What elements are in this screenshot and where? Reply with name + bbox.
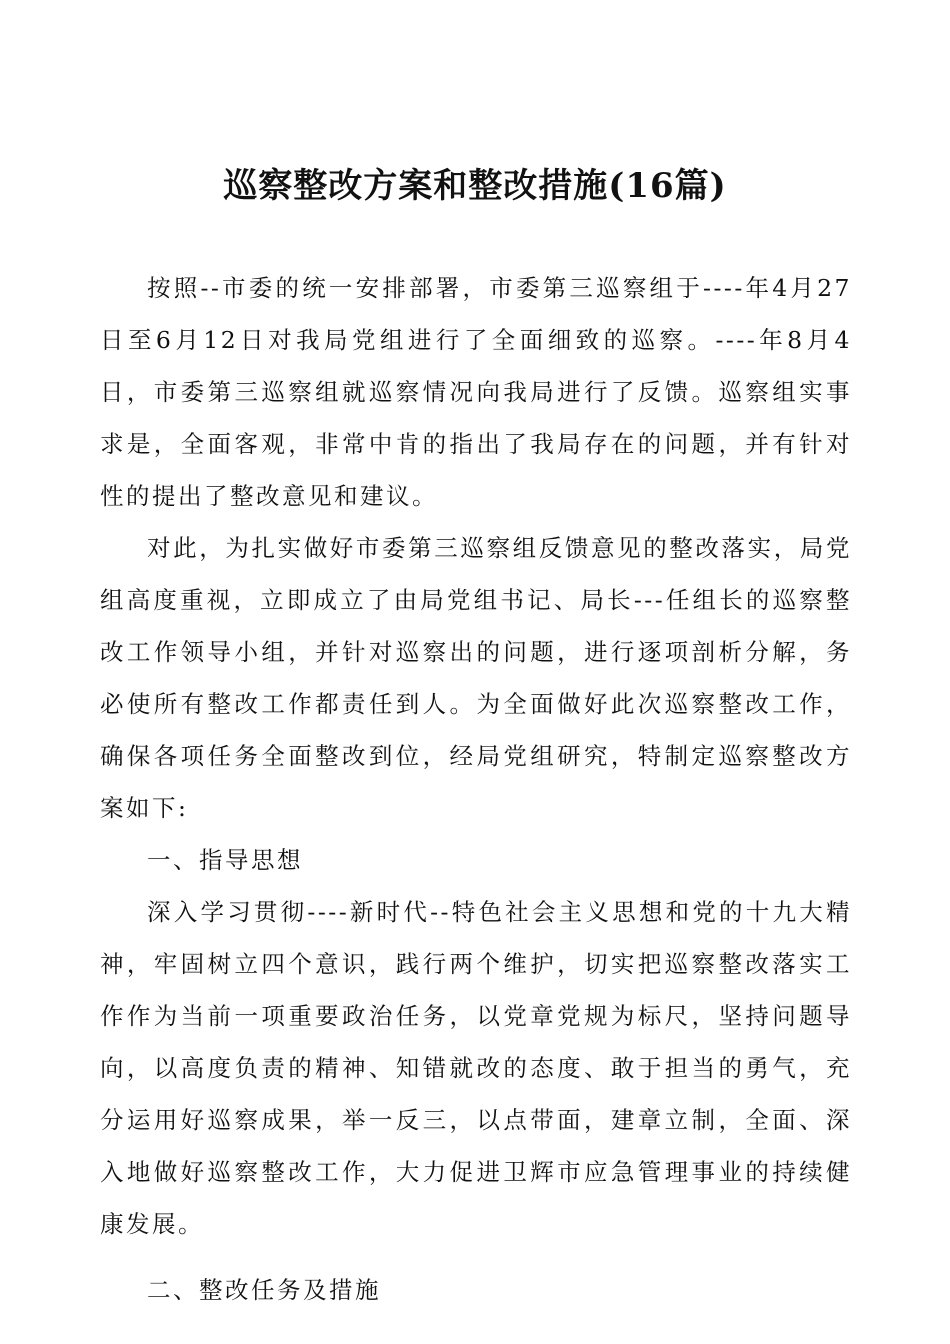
paragraph-guiding-ideology: 深入学习贯彻----新时代--特色社会主义思想和党的十九大精神，牢固树立四个意识，践行两个维护，切实把巡察整改落实工作作为当前一项重要政治任务，以党章党规为标尺，坚持问题导向，以高度负责的精神、知错就改的态度、敢于担当的勇气，充分运用好巡察成果，举一反三，以点带面，建章立制，全面、深入地做好巡察整改工作，大力促进卫辉市应急管理事业的持续健康发展。 xyxy=(100,898,852,1238)
document-title: 巡察整改方案和整改措施(16篇) xyxy=(223,166,727,206)
paragraph-response: 对此，为扎实做好市委第三巡察组反馈意见的整改落实，局党组高度重视，立即成立了由局党组书记、局长---任组长的巡察整改工作领导小组，并针对巡察出的问题，进行逐项剖析分解，务必使所有整改工作都责任到人。为全面做好此次巡察整改工作，确保各项任务全面整改到位，经局党组研究，特制定巡察整改方案如下: xyxy=(100,534,852,822)
section-heading-guiding-ideology: 一、指导思想 xyxy=(147,846,303,874)
paragraph-intro: 按照--市委的统一安排部署，市委第三巡察组于----年4月27日至6月12日对我局党组进行了全面细致的巡察。----年8月4日，市委第三巡察组就巡察情况向我局进行了反馈。巡察组实事求是，全面客观，非常中肯的指出了我局存在的问题，并有针对性的提出了整改意见和建议。 xyxy=(100,274,852,510)
section-heading-tasks-measures: 二、整改任务及措施 xyxy=(147,1276,381,1304)
document-body xyxy=(100,262,852,1316)
section-spacer xyxy=(100,1250,852,1264)
